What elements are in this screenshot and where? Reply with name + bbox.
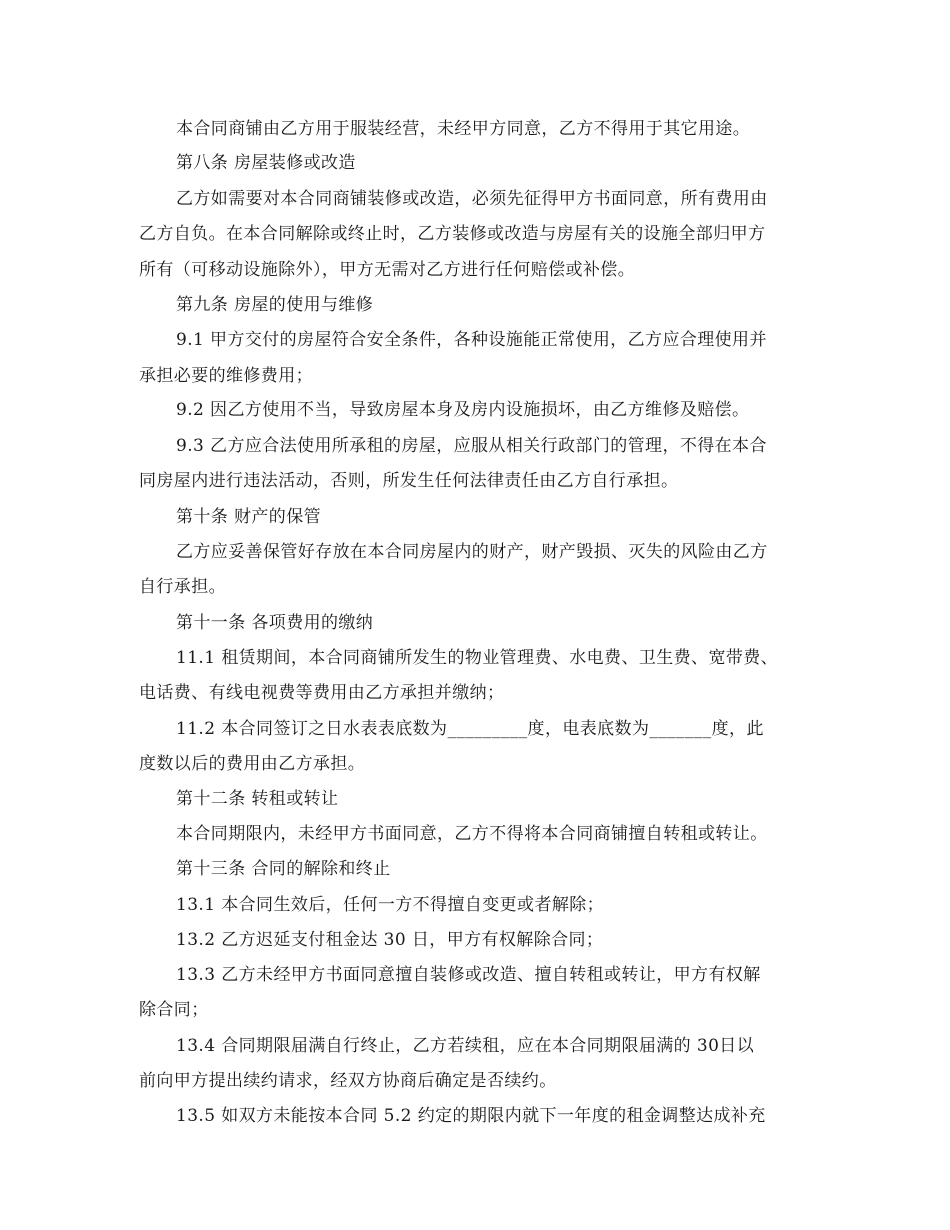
paragraph-line: 13.5 如双方未能按本合同 5.2 约定的期限内就下一年度的租金调整达成补充	[176, 1106, 766, 1126]
paragraph-line: 自行承担。	[139, 577, 226, 597]
paragraph-line: 13.1 本合同生效后，任何一方不得擅自变更或者解除；	[176, 895, 605, 915]
paragraph-line: 11.1 租赁期间，本合同商铺所发生的物业管理费、水电费、卫生费、宽带费、	[176, 648, 779, 668]
paragraph-line: 9.1 甲方交付的房屋符合安全条件，各种设施能正常使用，乙方应合理使用并	[176, 330, 767, 350]
paragraph-line: 乙方应妥善保管好存放在本合同房屋内的财产，财产毁损、灭失的风险由乙方	[176, 542, 768, 562]
paragraph-line: 11.2 本合同签订之日水表表底数为_________度，电表底数为_______度，此	[176, 719, 764, 739]
article-heading: 第十一条 各项费用的缴纳	[176, 613, 374, 633]
paragraph-line: 13.3 乙方未经甲方书面同意擅自装修或改造、擅自转租或转让，甲方有权解	[176, 965, 761, 985]
paragraph-line: 本合同商铺由乙方用于服装经营，未经甲方同意，乙方不得用于其它用途。	[176, 119, 751, 139]
paragraph-line: 除合同；	[139, 1000, 209, 1020]
paragraph-line: 所有（可移动设施除外），甲方无需对乙方进行任何赔偿或补偿。	[139, 260, 636, 280]
article-heading: 第八条 房屋装修或改造	[176, 153, 356, 173]
article-heading: 第十二条 转租或转让	[176, 789, 339, 809]
paragraph-line: 9.2 因乙方使用不当，导致房屋本身及房内设施损坏，由乙方维修及赔偿。	[176, 400, 750, 420]
paragraph-line: 13.2 乙方迟延支付租金达 30 日，甲方有权解除合同；	[176, 930, 604, 950]
paragraph-line: 本合同期限内，未经甲方书面同意，乙方不得将本合同商铺擅自转租或转让。	[176, 824, 768, 844]
paragraph-line: 13.4 合同期限届满自行终止，乙方若续租，应在本合同期限届满的 30日以	[176, 1036, 755, 1056]
paragraph-line: 前向甲方提出续约请求，经双方协商后确定是否续约。	[139, 1071, 557, 1091]
paragraph-line: 电话费、有线电视费等费用由乙方承担并缴纳；	[139, 683, 505, 703]
paragraph-line: 承担必要的维修费用；	[139, 366, 313, 386]
paragraph-line: 9.3 乙方应合法使用所承租的房屋，应服从相关行政部门的管理，不得在本合	[176, 436, 767, 456]
article-heading: 第九条 房屋的使用与维修	[176, 295, 374, 315]
paragraph-line: 同房屋内进行违法活动，否则，所发生任何法律责任由乙方自行承担。	[139, 471, 679, 491]
article-heading: 第十三条 合同的解除和终止	[176, 859, 391, 879]
paragraph-line: 乙方如需要对本合同商铺装修或改造，必须先征得甲方书面同意，所有费用由	[176, 189, 768, 209]
paragraph-line: 度数以后的费用由乙方承担。	[139, 754, 366, 774]
article-heading: 第十条 财产的保管	[176, 507, 322, 527]
paragraph-line: 乙方自负。在本合同解除或终止时，乙方装修或改造与房屋有关的设施全部归甲方	[139, 224, 766, 244]
